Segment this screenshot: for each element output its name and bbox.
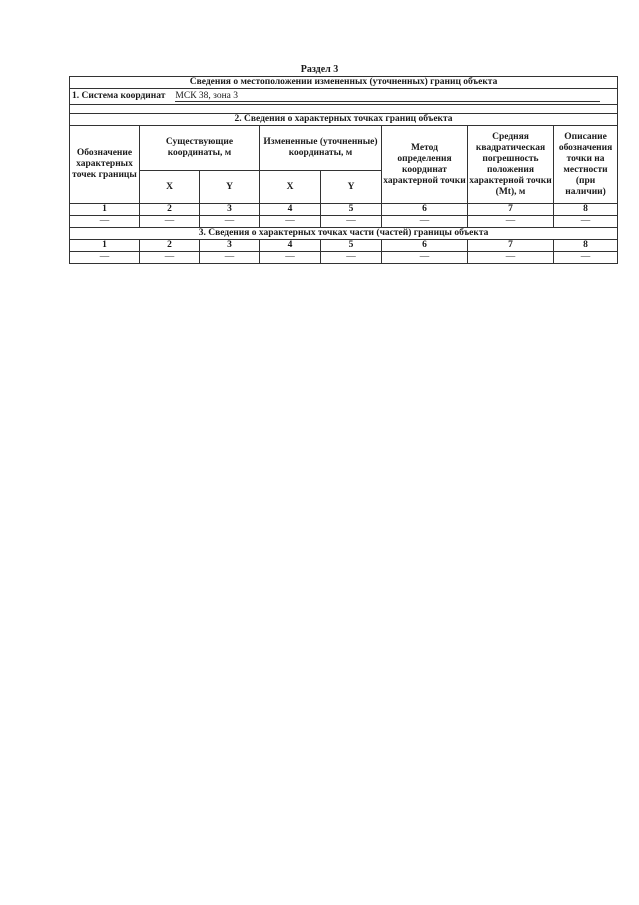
section3-dash-row xyxy=(70,252,618,264)
section2-header: 2. Сведения о характерных точках границ объекта xyxy=(70,114,618,126)
num-cell: 1 xyxy=(70,240,140,252)
dash-cell: — xyxy=(321,252,382,264)
coord-system-label: 1. Система координат xyxy=(72,91,166,101)
dash-cell: — xyxy=(140,216,200,228)
column-header-row xyxy=(70,126,618,171)
col-changed-y: Y xyxy=(321,171,382,204)
dash-cell: — xyxy=(70,216,140,228)
dash-cell: — xyxy=(382,252,468,264)
section2-number-row xyxy=(70,204,618,216)
col-description: Описание обозначения точки на местности (при наличии) xyxy=(554,126,618,204)
num-cell: 8 xyxy=(554,240,618,252)
section3-header-row xyxy=(70,228,618,240)
dash-cell: — xyxy=(260,216,321,228)
spacer-cell xyxy=(70,105,618,114)
coord-system-row xyxy=(70,89,618,105)
num-cell: 1 xyxy=(70,204,140,216)
num-cell: 4 xyxy=(260,240,321,252)
section3-header: 3. Сведения о характерных точках части (частей) границы объекта xyxy=(70,228,618,240)
num-cell: 7 xyxy=(468,240,554,252)
num-cell: 5 xyxy=(321,204,382,216)
num-cell: 3 xyxy=(200,204,260,216)
dash-cell: — xyxy=(554,216,618,228)
dash-cell: — xyxy=(321,216,382,228)
col-changed-x: X xyxy=(260,171,321,204)
col-changed: Измененные (уточненные) координаты, м xyxy=(260,126,382,171)
col-existing-y: Y xyxy=(200,171,260,204)
dash-cell: — xyxy=(200,216,260,228)
boundary-table xyxy=(69,76,618,264)
num-cell: 8 xyxy=(554,204,618,216)
num-cell: 3 xyxy=(200,240,260,252)
spacer-row xyxy=(70,105,618,114)
num-cell: 2 xyxy=(140,240,200,252)
section-title: Раздел 3 xyxy=(300,64,339,75)
dash-cell: — xyxy=(468,252,554,264)
num-cell: 2 xyxy=(140,204,200,216)
dash-cell: — xyxy=(382,216,468,228)
num-cell: 4 xyxy=(260,204,321,216)
main-header: Сведения о местоположении измененных (уточненных) границ объекта xyxy=(70,77,618,89)
dash-cell: — xyxy=(140,252,200,264)
num-cell: 7 xyxy=(468,204,554,216)
col-designation: Обозначение характерных точек границы xyxy=(70,126,140,204)
num-cell: 6 xyxy=(382,204,468,216)
dash-cell: — xyxy=(70,252,140,264)
dash-cell: — xyxy=(554,252,618,264)
coord-system-cell xyxy=(70,89,618,105)
section3-number-row xyxy=(70,240,618,252)
col-existing-x: X xyxy=(140,171,200,204)
dash-cell: — xyxy=(468,216,554,228)
col-error: Средняя квадратическая погрешность положения характерной точки (Mt), м xyxy=(468,126,554,204)
section2-dash-row xyxy=(70,216,618,228)
dash-cell: — xyxy=(260,252,321,264)
coord-system-value: МСК 38, зона 3 xyxy=(175,91,600,102)
num-cell: 5 xyxy=(321,240,382,252)
col-existing: Существующие координаты, м xyxy=(140,126,260,171)
num-cell: 6 xyxy=(382,240,468,252)
dash-cell: — xyxy=(200,252,260,264)
col-method: Метод определения координат характерной точки xyxy=(382,126,468,204)
section2-header-row xyxy=(70,114,618,126)
main-header-row xyxy=(70,77,618,89)
